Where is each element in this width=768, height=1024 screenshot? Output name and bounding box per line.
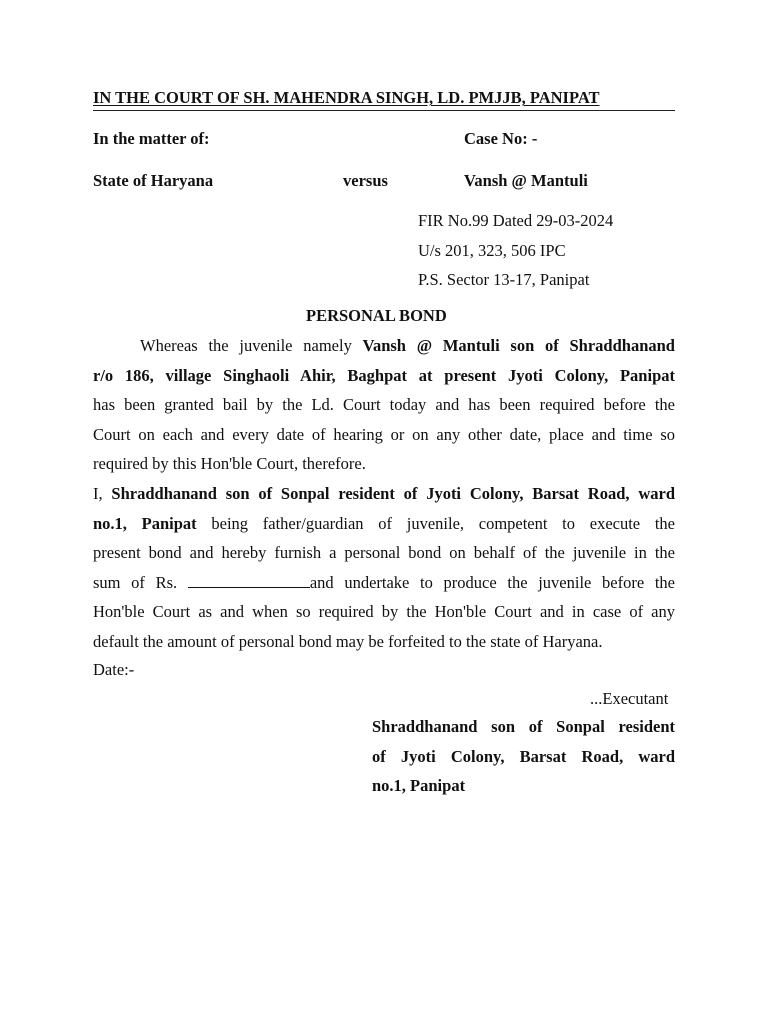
signatory-line-1: Shraddhanand son of Sonpal resident (372, 717, 675, 736)
para1-line-3: has been granted bail by the Ld. Court today and has been required before the (93, 395, 675, 414)
court-title: IN THE COURT OF SH. MAHENDRA SINGH, LD. PMJJB, PANIPAT (93, 88, 600, 107)
para2-line-5: Hon'ble Court as and when so required by the Hon'ble Court and in case of any (93, 602, 675, 621)
guardian-name: Shraddhanand son of Sonpal resident of Jyoti Colony, Barsat Road, ward (111, 484, 675, 503)
amount-blank[interactable] (188, 573, 310, 588)
signatory-line-2: of Jyoti Colony, Barsat Road, ward (372, 746, 675, 766)
bond-title: PERSONAL BOND (306, 306, 447, 325)
para2-line-2: no.1, Panipat being father/guardian of juvenile, competent to execute the (93, 513, 676, 533)
title-rule (93, 110, 675, 111)
signatory-line-3: no.1, Panipat (372, 776, 466, 795)
para2-line-3: present bond and hereby furnish a personal bond on behalf of the juvenile in the (93, 543, 675, 562)
party-accused: Vansh @ Mantuli (464, 171, 588, 190)
matter-label: In the matter of: (93, 129, 210, 148)
executant-label: ...Executant (590, 689, 669, 708)
para2-line-4: sum of Rs. and undertake to produce the juvenile before the (93, 572, 675, 592)
fir-details: FIR No.99 Dated 29-03-2024 (418, 211, 614, 230)
para2-line-1: I, Shraddhanand son of Sonpal resident of Jyoti Colony, Barsat Road, ward (93, 484, 675, 503)
date-label: Date:- (93, 660, 135, 679)
para1-line-2: r/o 186, village Singhaoli Ahir, Baghpat at present Jyoti Colony, Panipat (93, 365, 675, 385)
party-state: State of Haryana (93, 171, 214, 190)
police-station: P.S. Sector 13-17, Panipat (418, 270, 590, 289)
signatory-block (372, 712, 675, 801)
ipc-sections: U/s 201, 323, 506 IPC (418, 241, 566, 260)
paragraph-whereas (93, 331, 675, 479)
versus-label: versus (343, 171, 388, 190)
juvenile-name: Vansh @ Mantuli son of Shraddhanand (362, 336, 675, 355)
case-number: Case No: - (464, 129, 538, 148)
para1-line-4: Court on each and every date of hearing or on any other date, place and time so (93, 424, 675, 444)
paragraph-undertaking (93, 479, 675, 656)
para1-line-1: Whereas the juvenile namely Vansh @ Mantuli son of Shraddhanand (140, 336, 675, 355)
para2-line-6: default the amount of personal bond may be forfeited to the state of Haryana. (93, 631, 603, 651)
para1-line-5: required by this Hon'ble Court, therefore. (93, 454, 366, 473)
